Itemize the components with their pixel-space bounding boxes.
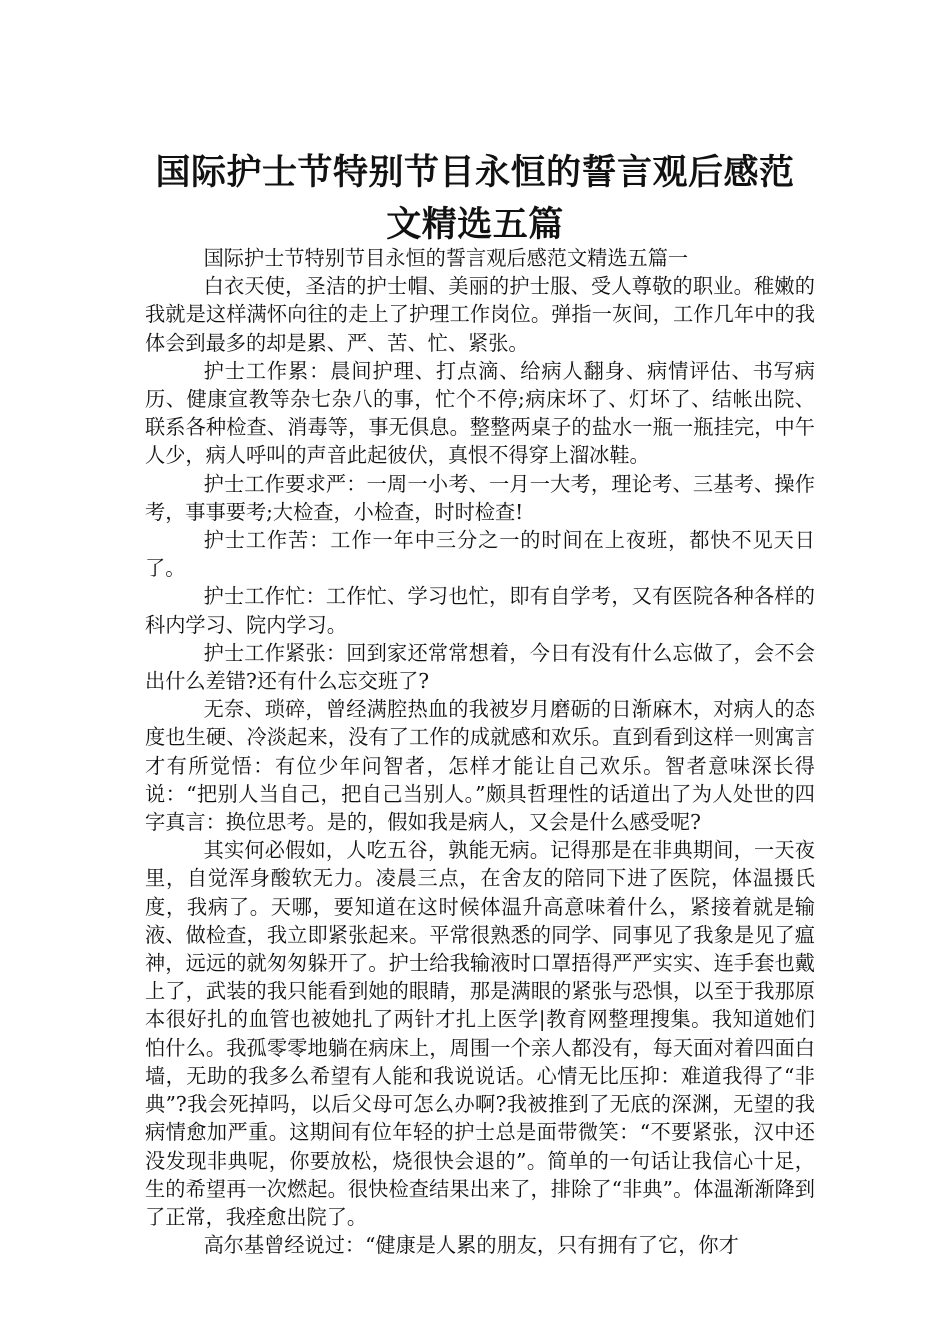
paragraph-heading: 国际护士节特别节目永恒的誓言观后感范文精选五篇一: [203, 246, 689, 270]
document-body: [145, 244, 815, 1259]
paragraph: 无奈、琐碎，曾经满腔热血的我被岁月磨砺的日渐麻木，对病人的态度也生硬、冷淡起来，没有了工作的成就感和欢乐。直到看到这样一则寓言才有所觉悟：有位少年问智者，怎样才能让自己欢乐。智者意味深长得说：“把别人当自己，把自己当别人。”颇具哲理性的话道出了为人处世的四字真言：换位思考。是的，假如我是病人，又会是什么感受呢?: [145, 697, 815, 835]
paragraph: 护士工作忙：工作忙、学习也忙，即有自学考，又有医院各种各样的科内学习、院内学习。: [145, 584, 815, 637]
paragraph: 护士工作要求严：一周一小考、一月一大考，理论考、三基考、操作考，事事要考;大检查，小检查，时时检查!: [145, 471, 815, 524]
title-line-2: 文精选五篇: [386, 204, 564, 246]
paragraph: 护士工作累：晨间护理、打点滴、给病人翻身、病情评估、书写病历、健康宣教等杂七杂八的事，忙个不停;病床坏了、灯坏了、结帐出院、联系各种检查、消毒等，事无俱息。整整两桌子的盐水一瓶一瓶挂完，中午人少，病人呼叫的声音此起彼伏，真恨不得穿上溜冰鞋。: [145, 358, 815, 468]
title-line-1: 国际护士节特别节目永恒的誓言观后感范: [155, 152, 795, 194]
paragraph: 护士工作紧张：回到家还常常想着，今日有没有什么忘做了，会不会出什么差错?还有什么忘交班了?: [145, 640, 815, 694]
paragraph: 高尔基曾经说过：“健康是人累的朋友，只有拥有了它，你才: [203, 1233, 739, 1258]
page-title: [120, 147, 830, 251]
paragraph: 其实何必假如，人吃五谷，孰能无病。记得那是在非典期间，一天夜里，自觉浑身酸软无力。凌晨三点，在舍友的陪同下进了医院，体温摄氏度，我病了。天哪，要知道在这时候体温升高意味着什么，紧接着就是输液、做检查，我立即紧张起来。平常很熟悉的同学、同事见了我象是见了瘟神，远远的就匆匆躲开了。护士给我输液时口罩捂得严严实实、连手套也戴上了，武装的我只能看到她的眼睛，那是满眼的紧张与恐惧，以至于我那原本很好扎的血管也被她扎了两针才扎上医学|教育网整理搜集。我知道她们怕什么。我孤零零地躺在病床上，周围一个亲人都没有，每天面对着四面白墙，无助的我多么希望有人能和我说说话。心情无比压抑：难道我得了“非典”?我会死掉吗，以后父母可怎么办啊?我被推到了无底的深渊，无望的我病情愈加严重。这期间有位年轻的护士总是面带微笑：“不要紧张，汉中还没发现非典呢，你要放松，烧很快会退的”。简单的一句话让我信心十足，生的希望再一次燃起。很快检查结果出来了，排除了“非典”。体温渐渐降到了正常，我痊愈出院了。: [145, 838, 815, 1229]
paragraph: 护士工作苦：工作一年中三分之一的时间在上夜班，都快不见天日了。: [145, 528, 815, 581]
paragraph: 白衣天使，圣洁的护士帽、美丽的护士服、受人尊敬的职业。稚嫩的我就是这样满怀向往的走上了护理工作岗位。弹指一灰间，工作几年中的我体会到最多的却是累、严、苦、忙、紧张。: [145, 274, 815, 355]
